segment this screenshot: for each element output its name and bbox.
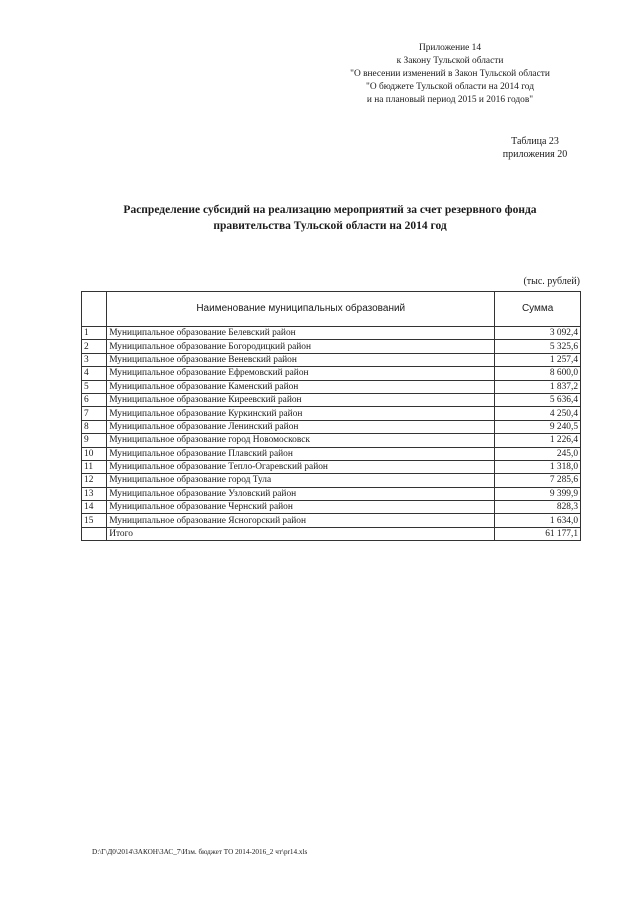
table-row (82, 474, 581, 487)
row-amount: 1 257,4 (495, 353, 581, 366)
title-line-1: Распределение субсидий на реализацию мероприятий за счет резервного фонда (123, 204, 537, 216)
municipality-name: Муниципальное образование Ефремовский район (107, 367, 495, 380)
row-amount: 4 250,4 (495, 407, 581, 420)
row-number: 15 (82, 514, 107, 527)
row-number: 5 (82, 380, 107, 393)
subsidies-table (81, 291, 581, 541)
total-amount: 61 177,1 (495, 527, 581, 540)
title-line-2: правительства Тульской области на 2014 год (213, 220, 447, 232)
row-number: 9 (82, 434, 107, 447)
row-number: 4 (82, 367, 107, 380)
row-number: 10 (82, 447, 107, 460)
municipality-name: Муниципальное образование Ясногорский район (107, 514, 495, 527)
table-row (82, 380, 581, 393)
municipality-name: Муниципальное образование Узловский район (107, 487, 495, 500)
appendix-line: к Закону Тульской области (396, 56, 504, 66)
row-amount: 1 318,0 (495, 460, 581, 473)
table-row (82, 367, 581, 380)
municipality-name: Муниципальное образование Ленинский район (107, 420, 495, 433)
table-header-row (82, 292, 581, 327)
table-row (82, 420, 581, 433)
table-row (82, 487, 581, 500)
row-number: 12 (82, 474, 107, 487)
table-row (82, 501, 581, 514)
row-amount: 1 634,0 (495, 514, 581, 527)
row-number: 8 (82, 420, 107, 433)
row-amount: 9 240,5 (495, 420, 581, 433)
row-amount: 1 226,4 (495, 434, 581, 447)
row-number: 6 (82, 393, 107, 406)
total-num-cell (82, 527, 107, 540)
table-row (82, 393, 581, 406)
table-row (82, 460, 581, 473)
total-row (82, 527, 581, 540)
appendix-line: "О бюджете Тульской области на 2014 год (366, 82, 534, 92)
row-number: 13 (82, 487, 107, 500)
row-amount: 245,0 (495, 447, 581, 460)
row-amount: 828,3 (495, 501, 581, 514)
table-row (82, 434, 581, 447)
municipality-name: Муниципальное образование Веневский район (107, 353, 495, 366)
file-path: D:\Г\Д0\2014\ЗАКОН\ЗАС_7\Изм. бюджет ТО 2014-2016_2 чт\pr14.xls (92, 848, 308, 856)
row-amount: 1 837,2 (495, 380, 581, 393)
appendix-line: и на плановый период 2015 и 2016 годов" (366, 95, 534, 105)
municipality-name: Муниципальное образование город Тула (107, 474, 495, 487)
table-number: Таблица 23 (511, 136, 559, 147)
table-row (82, 327, 581, 340)
row-amount: 7 285,6 (495, 474, 581, 487)
row-amount: 3 092,4 (495, 327, 581, 340)
municipality-name: Муниципальное образование Белевский район (107, 327, 495, 340)
header-sum-cell: Сумма (495, 292, 581, 327)
row-number: 11 (82, 460, 107, 473)
appendix-line: Приложение 14 (418, 43, 482, 53)
municipality-name: Муниципальное образование Куркинский район (107, 407, 495, 420)
municipality-name: Муниципальное образование Богородицкий район (107, 340, 495, 353)
header-name-cell: Наименование муниципальных образований (107, 292, 495, 327)
table-row (82, 447, 581, 460)
table-row (82, 353, 581, 366)
row-number: 7 (82, 407, 107, 420)
municipality-name: Муниципальное образование Тепло-Огаревский район (107, 460, 495, 473)
municipality-name: Муниципальное образование Каменский район (107, 380, 495, 393)
table-row (82, 407, 581, 420)
municipality-name: Муниципальное образование Чернский район (107, 501, 495, 514)
table-reference (490, 135, 580, 161)
header-num-cell (82, 292, 107, 327)
total-label: Итого (107, 527, 495, 540)
row-amount: 9 399,9 (495, 487, 581, 500)
appendix-line: "О внесении изменений в Закон Тульской области (350, 69, 550, 79)
municipality-name: Муниципальное образование город Новомосковск (107, 434, 495, 447)
table-row (82, 340, 581, 353)
unit-label: (тыс. рублей) (523, 276, 580, 287)
appendix-header (320, 42, 580, 107)
row-amount: 5 325,6 (495, 340, 581, 353)
row-amount: 5 636,4 (495, 393, 581, 406)
document-title (80, 202, 580, 234)
row-number: 3 (82, 353, 107, 366)
table-row (82, 514, 581, 527)
row-amount: 8 600,0 (495, 367, 581, 380)
row-number: 1 (82, 327, 107, 340)
row-number: 2 (82, 340, 107, 353)
municipality-name: Муниципальное образование Плавский район (107, 447, 495, 460)
row-number: 14 (82, 501, 107, 514)
municipality-name: Муниципальное образование Киреевский район (107, 393, 495, 406)
appendix-number: приложения 20 (502, 149, 568, 160)
